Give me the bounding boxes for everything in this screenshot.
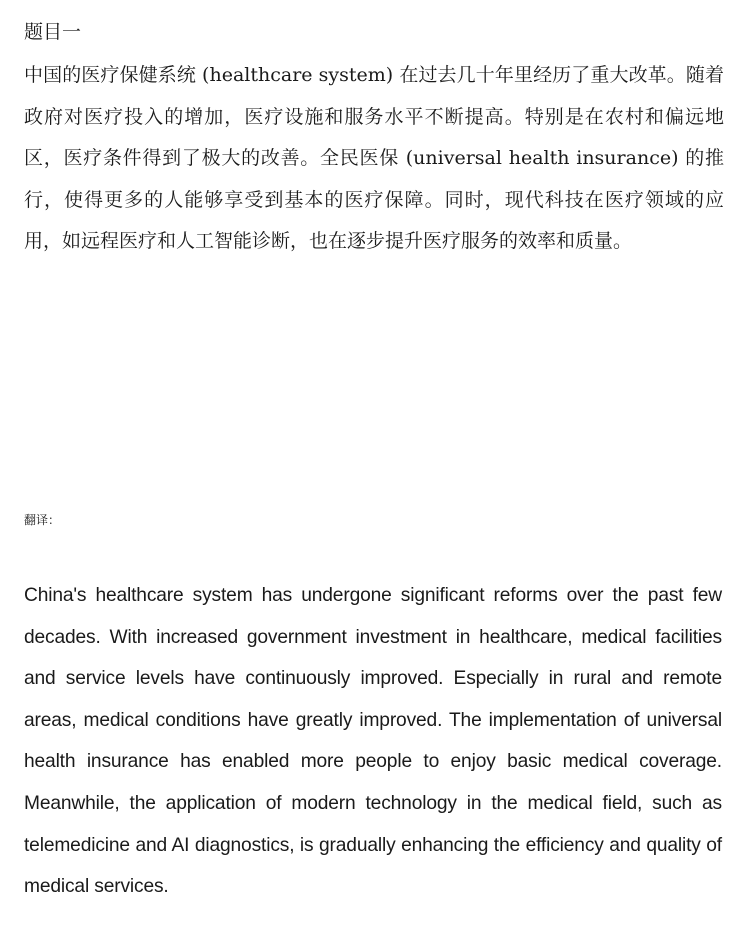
- english-translation-paragraph: China's healthcare system has undergone significant reforms over the past few decades. With increased government investment in healthcare, medical facilities and service levels have continuously improved. Especially in rural and remote areas, medical conditions have greatly improved. The implementation of universal health insurance has enabled more people to enjoy basic medical coverage. Meanwhile, the application of modern technology in the medical field, such as telemedicine and AI diagnostics, is gradually enhancing the efficiency and quality of medical services.: [24, 585, 722, 898]
- question-title: 题目一: [24, 21, 82, 43]
- translation-label: 翻译：: [24, 513, 61, 527]
- chinese-source-paragraph: 中国的医疗保健系统 (healthcare system) 在过去几十年里经历了重大改革。随着政府对医疗投入的增加，医疗设施和服务水平不断提高。特别是在农村和偏远地区，医疗条件得到了极大的改善。全民医保 (universal health insurance) 的推行，使得更多的人能够享受到基本的医疗保障。同时，现代科技在医疗领域的应用，如远程医疗和人工智能诊断，也在逐步提升医疗服务的效率和质量。: [24, 64, 724, 252]
